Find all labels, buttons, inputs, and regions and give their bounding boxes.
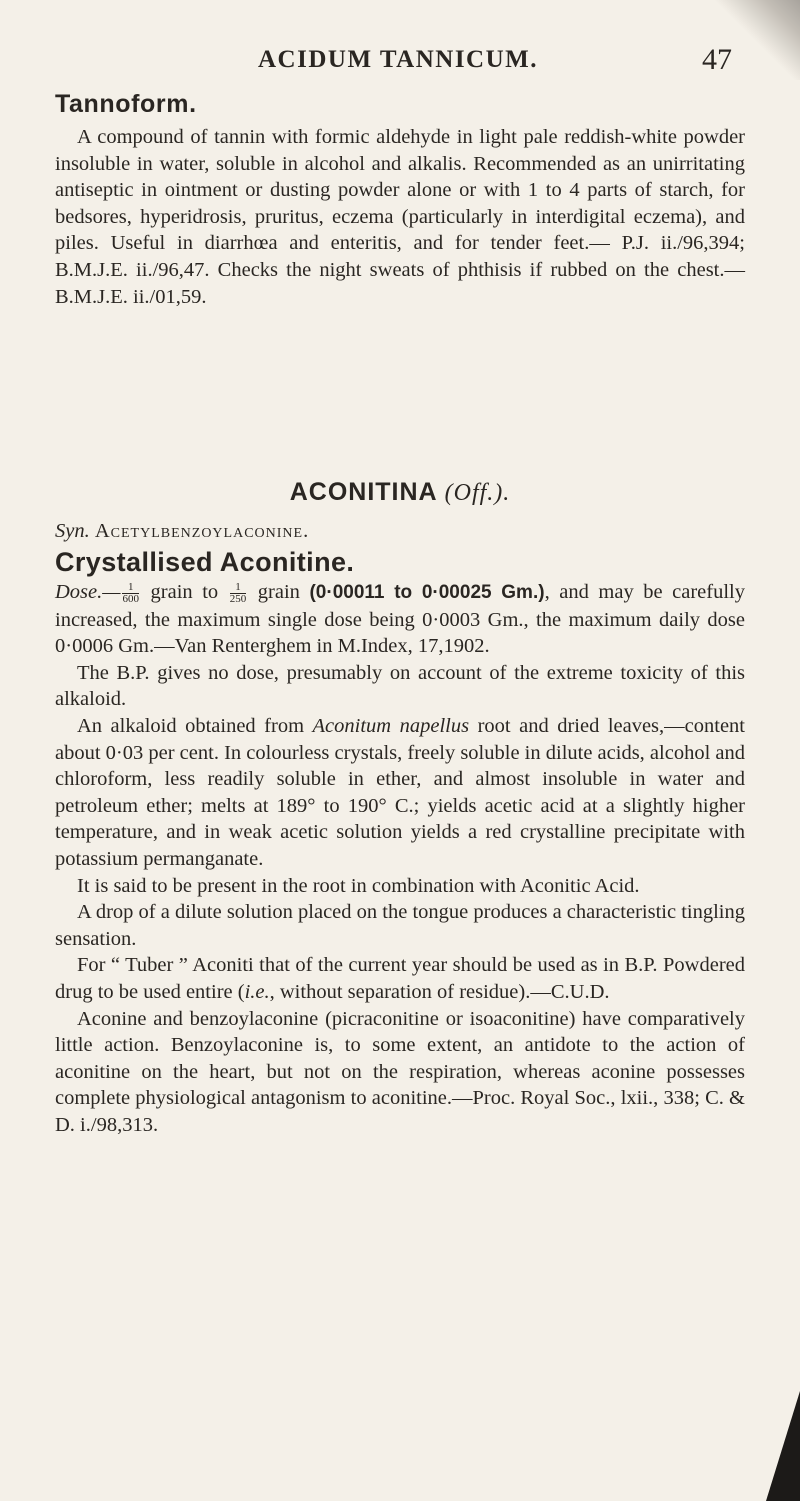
dose-rest: , and may be carefully increased, the maximum single dose being 0·0003 Gm., the maximum daily dose 0·0006 Gm.—Van Renterghem in M.Index, 17,1902. xyxy=(55,581,745,658)
frac1-den: 600 xyxy=(122,592,139,605)
page-corner-dark xyxy=(766,1391,800,1501)
alkaloid-text-b: root and dried leaves,—content about 0·03 per cent. In colourless crystals, freely soluble in dilute acids, alcohol and chloroform, less readily soluble in ether, and almost insoluble in water and petroleum ether; melts at 189° to 190° C.; yields acetic acid at a slightly higher temperature, and in weak acetic solution yields a red crystalline precipitate with potassium permanganate. xyxy=(55,714,745,870)
alkaloid-species: Aconitum napellus xyxy=(312,714,470,737)
alkaloid-text-a: An alkaloid obtained from xyxy=(77,714,305,737)
frac2-num: 1 xyxy=(230,582,247,594)
syn-value: Acetylbenzoylaconine. xyxy=(94,520,310,542)
aconine-paragraph: Aconine and benzoylaconine (picraconitine or isoaconitine) have comparatively little action. Benzoylaconine is, to some extent, an antidote to the action of aconitine on the heart, but not on the respiration, whereas aconine possesses complete physiological antagonism to aconitine.—Proc. Royal Soc., lxii., 338; C. & D. i./98,313. xyxy=(55,1007,745,1136)
bp-paragraph: The B.P. gives no dose, presumably on account of the extreme toxicity of this alkaloid. xyxy=(55,661,745,711)
tannoform-heading: Tannoform. xyxy=(55,90,197,118)
aconitina-heading xyxy=(55,478,745,507)
dose-fraction-2 xyxy=(230,582,247,605)
frac1-num: 1 xyxy=(122,582,139,594)
dose-metric: (0·00011 to 0·00025 Gm.) xyxy=(309,582,545,603)
dose-paragraph xyxy=(55,579,745,660)
tannoform-paragraph: A compound of tannin with formic aldehyde in light pale reddish-white powder insoluble in water, soluble in alcohol and alkalis. Recommended as an unirritating antiseptic in ointment or dusting powder alone or with 1 to 4 parts of starch, for bedsores, hyperidrosis, pruritus, eczema (particularly in interdigital eczema), and piles. Useful in diarrhœa and enteritis, and for tender feet.— P.J. ii./96,394; B.M.J.E. ii./96,47. Checks the night sweats of phthisis if rubbed on the chest.—B.M.J.E. ii./01,59. xyxy=(55,126,745,308)
running-header xyxy=(0,43,800,82)
synonym-line xyxy=(55,517,745,545)
crystallised-heading: Crystallised Aconitine. xyxy=(55,547,355,577)
aconitina-section xyxy=(55,478,745,1138)
frac2-den: 250 xyxy=(229,592,247,605)
tuber-paragraph xyxy=(55,952,745,1005)
root-paragraph: It is said to be present in the root in combination with Aconitic Acid. xyxy=(77,874,640,897)
alkaloid-paragraph xyxy=(55,713,745,873)
dose-label: Dose.— xyxy=(55,581,121,603)
aconitina-heading-suffix: (Off.). xyxy=(444,480,511,506)
syn-label: Syn. xyxy=(55,520,90,542)
dose-mid: grain to xyxy=(150,581,219,603)
tuber-text-a: For “ Tuber ” Aconiti that of the current year should be used as in B.P. Powdered drug to be used entire ( xyxy=(55,954,745,1003)
tannoform-section xyxy=(55,88,745,310)
tuber-ie: i.e. xyxy=(244,980,270,1003)
page-number: 47 xyxy=(702,43,732,76)
aconitina-heading-text: ACONITINA xyxy=(289,478,437,506)
drop-paragraph: A drop of a dilute solution placed on the tongue produces a characteristic tingling sensation. xyxy=(55,901,745,950)
tuber-text-b: , without separation of residue).—C.U.D. xyxy=(269,980,610,1003)
running-title: ACIDUM TANNICUM. xyxy=(258,46,539,73)
dose-grain: grain xyxy=(257,581,300,603)
dose-fraction-1 xyxy=(122,582,139,605)
